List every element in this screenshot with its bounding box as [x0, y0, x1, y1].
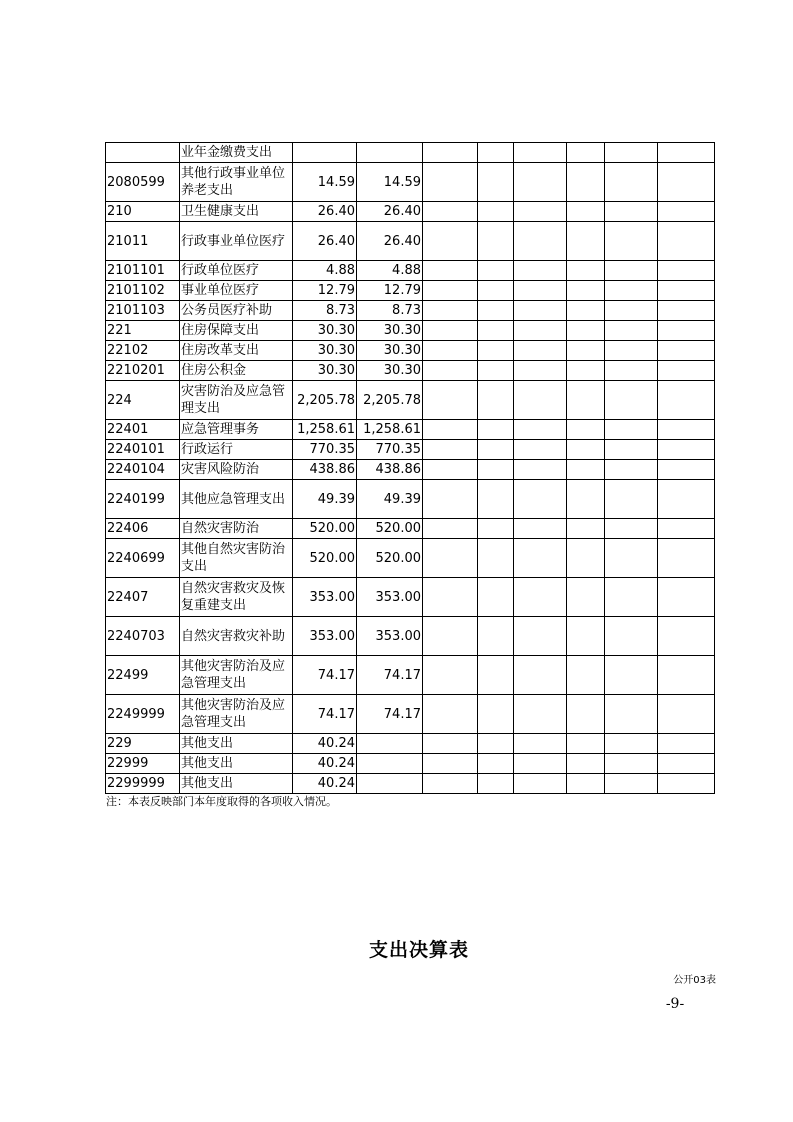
empty-cell — [478, 440, 514, 460]
row-basic-expense: 353.00 — [357, 617, 423, 656]
empty-cell — [514, 202, 567, 222]
row-basic-expense — [357, 774, 423, 794]
row-code: 2249999 — [106, 695, 180, 734]
empty-cell — [605, 578, 658, 617]
empty-cell — [514, 261, 567, 281]
empty-cell — [567, 617, 605, 656]
row-name: 其他支出 — [180, 754, 293, 774]
empty-cell — [423, 143, 478, 163]
empty-cell — [514, 381, 567, 420]
row-code: 22999 — [106, 754, 180, 774]
empty-cell — [514, 695, 567, 734]
empty-cell — [423, 480, 478, 519]
empty-cell — [567, 361, 605, 381]
empty-cell — [423, 420, 478, 440]
row-code: 2240101 — [106, 440, 180, 460]
empty-cell — [514, 519, 567, 539]
empty-cell — [514, 656, 567, 695]
table-note: 注：本表反映部门本年度取得的各项收入情况。 — [106, 795, 337, 808]
row-basic-expense — [357, 754, 423, 774]
row-basic-expense: 770.35 — [357, 440, 423, 460]
empty-cell — [423, 163, 478, 202]
empty-cell — [423, 202, 478, 222]
row-name: 业年金缴费支出 — [180, 143, 293, 163]
empty-cell — [423, 222, 478, 261]
row-basic-expense: 30.30 — [357, 361, 423, 381]
row-total: 14.59 — [293, 163, 357, 202]
row-name: 住房公积金 — [180, 361, 293, 381]
row-code: 22499 — [106, 656, 180, 695]
row-basic-expense: 49.39 — [357, 480, 423, 519]
empty-cell — [605, 519, 658, 539]
empty-cell — [514, 143, 567, 163]
empty-cell — [658, 143, 715, 163]
empty-cell — [514, 420, 567, 440]
empty-cell — [478, 617, 514, 656]
empty-cell — [478, 143, 514, 163]
table-row — [106, 774, 715, 794]
empty-cell — [605, 617, 658, 656]
row-name: 其他支出 — [180, 774, 293, 794]
row-code: 224 — [106, 381, 180, 420]
empty-cell — [658, 480, 715, 519]
empty-cell — [423, 361, 478, 381]
table-row — [106, 420, 715, 440]
empty-cell — [567, 261, 605, 281]
empty-cell — [567, 341, 605, 361]
empty-cell — [478, 578, 514, 617]
row-code: 2080599 — [106, 163, 180, 202]
table-row — [106, 695, 715, 734]
row-total: 4.88 — [293, 261, 357, 281]
row-code: 2101102 — [106, 281, 180, 301]
row-total: 8.73 — [293, 301, 357, 321]
empty-cell — [605, 202, 658, 222]
empty-cell — [478, 321, 514, 341]
row-basic-expense: 8.73 — [357, 301, 423, 321]
table-row — [106, 163, 715, 202]
row-total: 40.24 — [293, 734, 357, 754]
empty-cell — [514, 440, 567, 460]
row-basic-expense — [357, 734, 423, 754]
row-total: 30.30 — [293, 361, 357, 381]
empty-cell — [658, 539, 715, 578]
empty-cell — [423, 519, 478, 539]
empty-cell — [514, 341, 567, 361]
row-name: 行政事业单位医疗 — [180, 222, 293, 261]
empty-cell — [567, 578, 605, 617]
empty-cell — [605, 539, 658, 578]
income-table-body — [106, 143, 715, 794]
row-code: 229 — [106, 734, 180, 754]
empty-cell — [423, 440, 478, 460]
empty-cell — [478, 381, 514, 420]
empty-cell — [423, 321, 478, 341]
table-row — [106, 617, 715, 656]
row-name: 行政运行 — [180, 440, 293, 460]
empty-cell — [478, 202, 514, 222]
empty-cell — [567, 460, 605, 480]
empty-cell — [423, 341, 478, 361]
empty-cell — [478, 754, 514, 774]
row-basic-expense: 26.40 — [357, 202, 423, 222]
empty-cell — [658, 656, 715, 695]
row-total: 74.17 — [293, 695, 357, 734]
empty-cell — [478, 281, 514, 301]
row-name: 公务员医疗补助 — [180, 301, 293, 321]
row-total: 40.24 — [293, 754, 357, 774]
table-row — [106, 381, 715, 420]
row-total: 1,258.61 — [293, 420, 357, 440]
row-basic-expense — [357, 143, 423, 163]
row-name: 行政单位医疗 — [180, 261, 293, 281]
row-total: 49.39 — [293, 480, 357, 519]
empty-cell — [423, 261, 478, 281]
table-row — [106, 321, 715, 341]
empty-cell — [478, 774, 514, 794]
row-name: 事业单位医疗 — [180, 281, 293, 301]
row-code: 21011 — [106, 222, 180, 261]
row-code: 2210201 — [106, 361, 180, 381]
row-total: 353.00 — [293, 578, 357, 617]
empty-cell — [423, 617, 478, 656]
empty-cell — [514, 754, 567, 774]
empty-cell — [478, 341, 514, 361]
row-name: 灾害风险防治 — [180, 460, 293, 480]
row-total: 2,205.78 — [293, 381, 357, 420]
row-code: 221 — [106, 321, 180, 341]
empty-cell — [478, 222, 514, 261]
row-basic-expense: 30.30 — [357, 341, 423, 361]
empty-cell — [423, 460, 478, 480]
empty-cell — [567, 222, 605, 261]
empty-cell — [514, 281, 567, 301]
empty-cell — [514, 617, 567, 656]
row-basic-expense: 26.40 — [357, 222, 423, 261]
row-basic-expense: 520.00 — [357, 539, 423, 578]
row-name: 其他行政事业单位养老支出 — [180, 163, 293, 202]
empty-cell — [658, 321, 715, 341]
row-basic-expense: 74.17 — [357, 656, 423, 695]
row-name: 自然灾害救灾及恢复重建支出 — [180, 578, 293, 617]
empty-cell — [423, 656, 478, 695]
table-row — [106, 281, 715, 301]
empty-cell — [423, 301, 478, 321]
table-row — [106, 301, 715, 321]
row-code — [106, 143, 180, 163]
row-code: 2240703 — [106, 617, 180, 656]
row-name: 其他灾害防治及应急管理支出 — [180, 695, 293, 734]
empty-cell — [567, 440, 605, 460]
empty-cell — [423, 734, 478, 754]
empty-cell — [567, 420, 605, 440]
row-basic-expense: 14.59 — [357, 163, 423, 202]
row-total: 520.00 — [293, 539, 357, 578]
empty-cell — [478, 261, 514, 281]
empty-cell — [514, 774, 567, 794]
row-name: 其他应急管理支出 — [180, 480, 293, 519]
empty-cell — [658, 774, 715, 794]
empty-cell — [478, 420, 514, 440]
empty-cell — [605, 222, 658, 261]
table-row — [106, 361, 715, 381]
empty-cell — [478, 460, 514, 480]
empty-cell — [423, 774, 478, 794]
table-row — [106, 519, 715, 539]
row-basic-expense: 353.00 — [357, 578, 423, 617]
empty-cell — [605, 754, 658, 774]
empty-cell — [658, 754, 715, 774]
empty-cell — [514, 539, 567, 578]
row-code: 22102 — [106, 341, 180, 361]
empty-cell — [514, 361, 567, 381]
empty-cell — [514, 734, 567, 754]
empty-cell — [478, 361, 514, 381]
row-code: 22406 — [106, 519, 180, 539]
empty-cell — [423, 281, 478, 301]
row-name: 其他灾害防治及应急管理支出 — [180, 656, 293, 695]
empty-cell — [514, 321, 567, 341]
empty-cell — [478, 656, 514, 695]
table-row — [106, 754, 715, 774]
row-total: 74.17 — [293, 656, 357, 695]
row-code: 2101103 — [106, 301, 180, 321]
empty-cell — [605, 774, 658, 794]
empty-cell — [605, 321, 658, 341]
empty-cell — [605, 381, 658, 420]
row-basic-expense: 2,205.78 — [357, 381, 423, 420]
row-code: 2240104 — [106, 460, 180, 480]
empty-cell — [658, 281, 715, 301]
empty-cell — [423, 754, 478, 774]
empty-cell — [514, 163, 567, 202]
empty-cell — [567, 281, 605, 301]
empty-cell — [605, 341, 658, 361]
row-total: 26.40 — [293, 222, 357, 261]
empty-cell — [514, 301, 567, 321]
empty-cell — [514, 222, 567, 261]
row-name: 自然灾害救灾补助 — [180, 617, 293, 656]
empty-cell — [478, 163, 514, 202]
row-total: 40.24 — [293, 774, 357, 794]
row-code: 2299999 — [106, 774, 180, 794]
table-row — [106, 539, 715, 578]
empty-cell — [567, 656, 605, 695]
row-name: 其他支出 — [180, 734, 293, 754]
expenditure-table-title: 支出决算表 — [368, 939, 469, 961]
empty-cell — [567, 734, 605, 754]
empty-cell — [658, 361, 715, 381]
empty-cell — [567, 301, 605, 321]
empty-cell — [423, 539, 478, 578]
row-total: 30.30 — [293, 321, 357, 341]
row-total: 520.00 — [293, 519, 357, 539]
empty-cell — [567, 480, 605, 519]
empty-cell — [478, 301, 514, 321]
table-row — [106, 222, 715, 261]
empty-cell — [605, 281, 658, 301]
empty-cell — [658, 163, 715, 202]
empty-cell — [514, 480, 567, 519]
empty-cell — [478, 519, 514, 539]
row-total: 30.30 — [293, 341, 357, 361]
empty-cell — [658, 460, 715, 480]
empty-cell — [658, 695, 715, 734]
table-row — [106, 143, 715, 163]
empty-cell — [567, 163, 605, 202]
empty-cell — [423, 695, 478, 734]
empty-cell — [658, 222, 715, 261]
table-row — [106, 734, 715, 754]
empty-cell — [605, 440, 658, 460]
empty-cell — [605, 301, 658, 321]
table-row — [106, 460, 715, 480]
empty-cell — [605, 460, 658, 480]
empty-cell — [567, 539, 605, 578]
empty-cell — [605, 695, 658, 734]
row-basic-expense: 30.30 — [357, 321, 423, 341]
form-id: 公开03表 — [673, 975, 716, 986]
row-code: 2101101 — [106, 261, 180, 281]
empty-cell — [514, 460, 567, 480]
income-table — [105, 142, 715, 794]
table-row — [106, 341, 715, 361]
table-row — [106, 202, 715, 222]
row-basic-expense: 1,258.61 — [357, 420, 423, 440]
row-name: 住房保障支出 — [180, 321, 293, 341]
row-code: 22407 — [106, 578, 180, 617]
row-code: 210 — [106, 202, 180, 222]
empty-cell — [423, 578, 478, 617]
row-code: 22401 — [106, 420, 180, 440]
empty-cell — [567, 202, 605, 222]
row-basic-expense: 438.86 — [357, 460, 423, 480]
empty-cell — [605, 261, 658, 281]
table-row — [106, 578, 715, 617]
row-name: 其他自然灾害防治支出 — [180, 539, 293, 578]
empty-cell — [658, 301, 715, 321]
empty-cell — [605, 420, 658, 440]
empty-cell — [658, 420, 715, 440]
empty-cell — [605, 143, 658, 163]
empty-cell — [658, 578, 715, 617]
empty-cell — [658, 519, 715, 539]
empty-cell — [605, 480, 658, 519]
empty-cell — [658, 617, 715, 656]
row-total: 770.35 — [293, 440, 357, 460]
empty-cell — [567, 381, 605, 420]
row-total: 438.86 — [293, 460, 357, 480]
empty-cell — [567, 695, 605, 734]
row-basic-expense: 520.00 — [357, 519, 423, 539]
empty-cell — [423, 381, 478, 420]
empty-cell — [478, 734, 514, 754]
table-row — [106, 656, 715, 695]
table-row — [106, 440, 715, 460]
empty-cell — [567, 519, 605, 539]
empty-cell — [658, 440, 715, 460]
empty-cell — [567, 321, 605, 341]
table-row — [106, 261, 715, 281]
row-name: 灾害防治及应急管理支出 — [180, 381, 293, 420]
empty-cell — [605, 361, 658, 381]
row-total: 26.40 — [293, 202, 357, 222]
empty-cell — [605, 163, 658, 202]
row-basic-expense: 4.88 — [357, 261, 423, 281]
row-total: 353.00 — [293, 617, 357, 656]
row-name: 应急管理事务 — [180, 420, 293, 440]
row-total — [293, 143, 357, 163]
row-basic-expense: 12.79 — [357, 281, 423, 301]
empty-cell — [658, 202, 715, 222]
row-name: 卫生健康支出 — [180, 202, 293, 222]
empty-cell — [567, 754, 605, 774]
empty-cell — [658, 341, 715, 361]
empty-cell — [478, 539, 514, 578]
empty-cell — [567, 774, 605, 794]
row-name: 自然灾害防治 — [180, 519, 293, 539]
row-code: 2240699 — [106, 539, 180, 578]
row-name: 住房改革支出 — [180, 341, 293, 361]
row-basic-expense: 74.17 — [357, 695, 423, 734]
empty-cell — [478, 480, 514, 519]
empty-cell — [478, 695, 514, 734]
table-row — [106, 480, 715, 519]
empty-cell — [605, 656, 658, 695]
row-code: 2240199 — [106, 480, 180, 519]
empty-cell — [658, 734, 715, 754]
empty-cell — [605, 734, 658, 754]
empty-cell — [567, 143, 605, 163]
empty-cell — [514, 578, 567, 617]
row-total: 12.79 — [293, 281, 357, 301]
empty-cell — [658, 381, 715, 420]
empty-cell — [658, 261, 715, 281]
page-number: -9- — [665, 996, 685, 1012]
